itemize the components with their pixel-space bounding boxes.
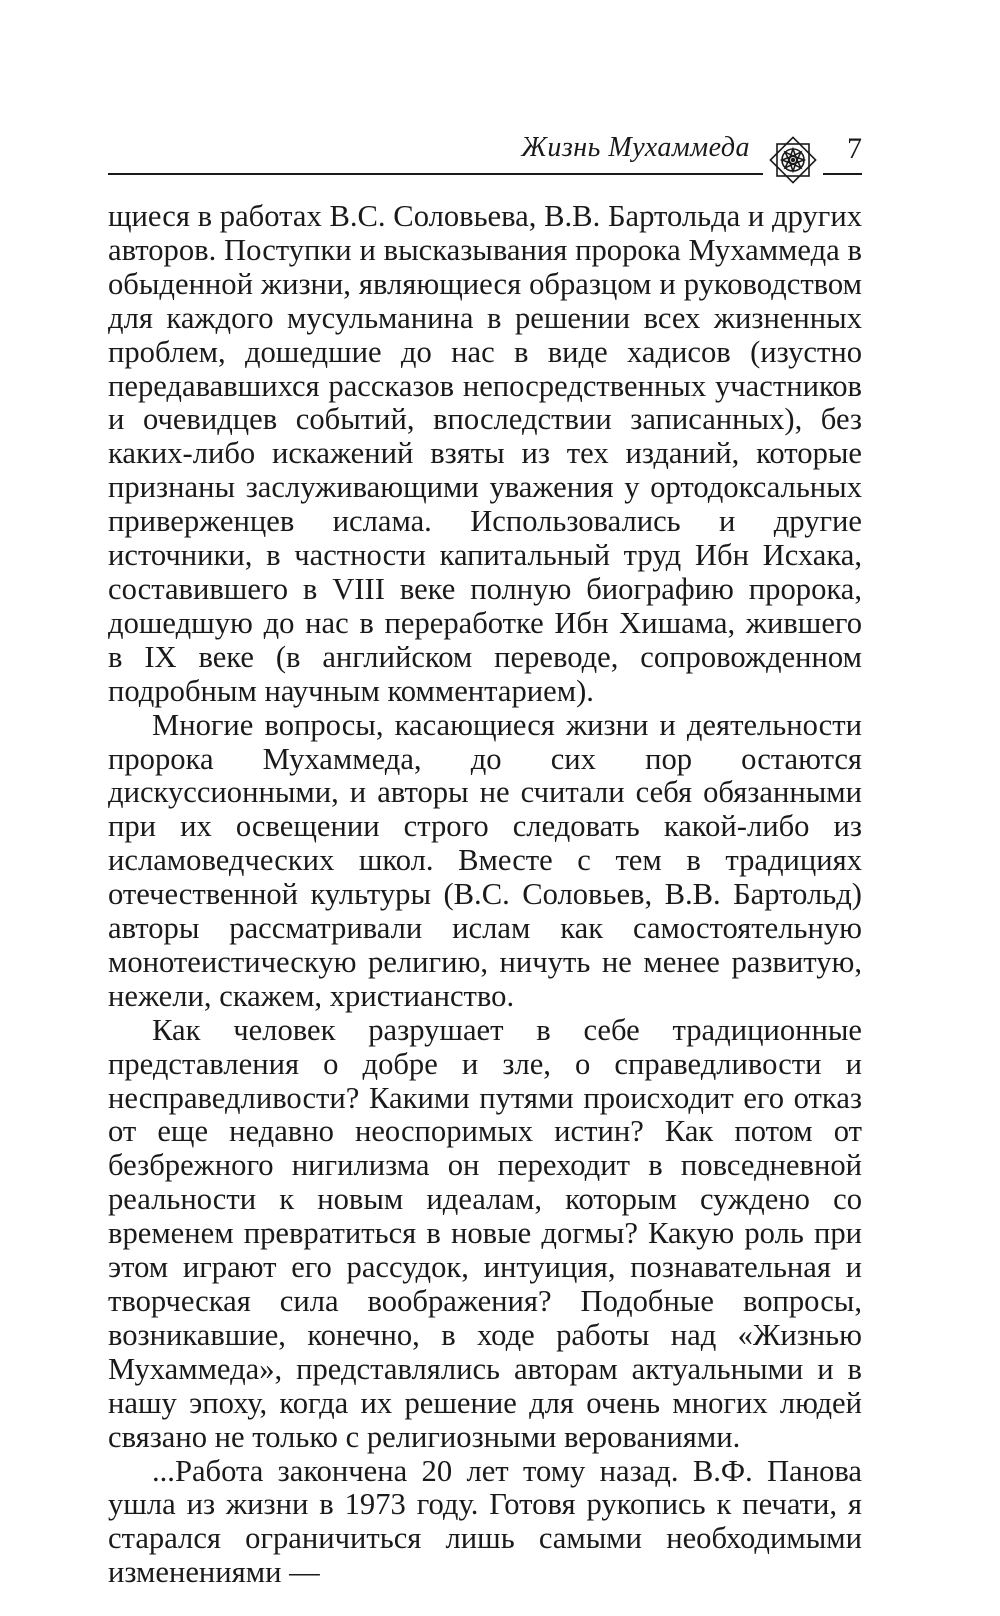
running-header [108, 130, 862, 186]
body-text [108, 200, 862, 1590]
paragraph: Многие вопросы, касающиеся жизни и деятельности пророка Мухаммеда, до сих пор остаются дискуссионными, и авторы не считали себя обязанными при их освещении строго следовать какой-либо из исламоведческих школ. Вместе с тем в традициях отечественной культуры (В.С. Соловьев, В.В. Бартольд) авторы рассматривали ислам как самостоятельную монотеистическую религию, ничуть не менее развитую, нежели, скажем, христианство. [108, 707, 862, 1013]
paragraph: Как человек разрушает в себе традиционные представления о добре и зле, о справедливости и несправедливости? Какими путями происходит его отказ от еще недавно неоспоримых истин? Как потом от безбрежного нигилизма он переходит в повседневной реальности к новым идеалам, которым суждено со временем превратиться в новые догмы? Какую роль при этом играют его рассудок, интуиция, познавательная и творческая сила воображения? Подобные вопросы, возникавшие, конечно, в ходе работы над «Жизнью Мухаммеда», представлялись авторам актуальными и в нашу эпоху, когда их решение для очень многих людей связано не только с религиозными верованиями. [108, 1012, 862, 1454]
eight-point-star-ornament-icon [763, 130, 823, 190]
running-title: Жизнь Мухаммеда [521, 132, 750, 163]
paragraph: ...Работа закончена 20 лет тому назад. В.Ф. Панова ушла из жизни в 1973 году. Готовя рукопись к печати, я старался ограничиться лишь самыми необходимыми изменениями — [108, 1453, 862, 1590]
paragraph-continuation: щиеся в работах В.С. Соловьева, В.В. Бартольда и других авторов. Поступки и высказывания пророка Мухаммеда в обыденной жизни, являющиеся образцом и руководством для каждого мусульманина в решении всех жизненных проблем, дошедшие до нас в виде хадисов (изустно передававшихся рассказов непосредственных участников и очевидцев событий, впоследствии записанных), без каких-либо искажений взяты из тех изданий, которые признаны заслуживающими уважения у ортодоксальных приверженцев ислама. Использовались и другие источники, в частности капитальный труд Ибн Исхака, составившего в VIII веке полную биографию пророка, дошедшую до нас в переработке Ибн Хишама, жившего в IX веке (в английском переводе, сопровожденном подробным научным комментарием). [108, 199, 862, 708]
page-number: 7 [847, 132, 862, 165]
header-rule-left [108, 173, 763, 175]
header-rule-right [823, 173, 862, 175]
